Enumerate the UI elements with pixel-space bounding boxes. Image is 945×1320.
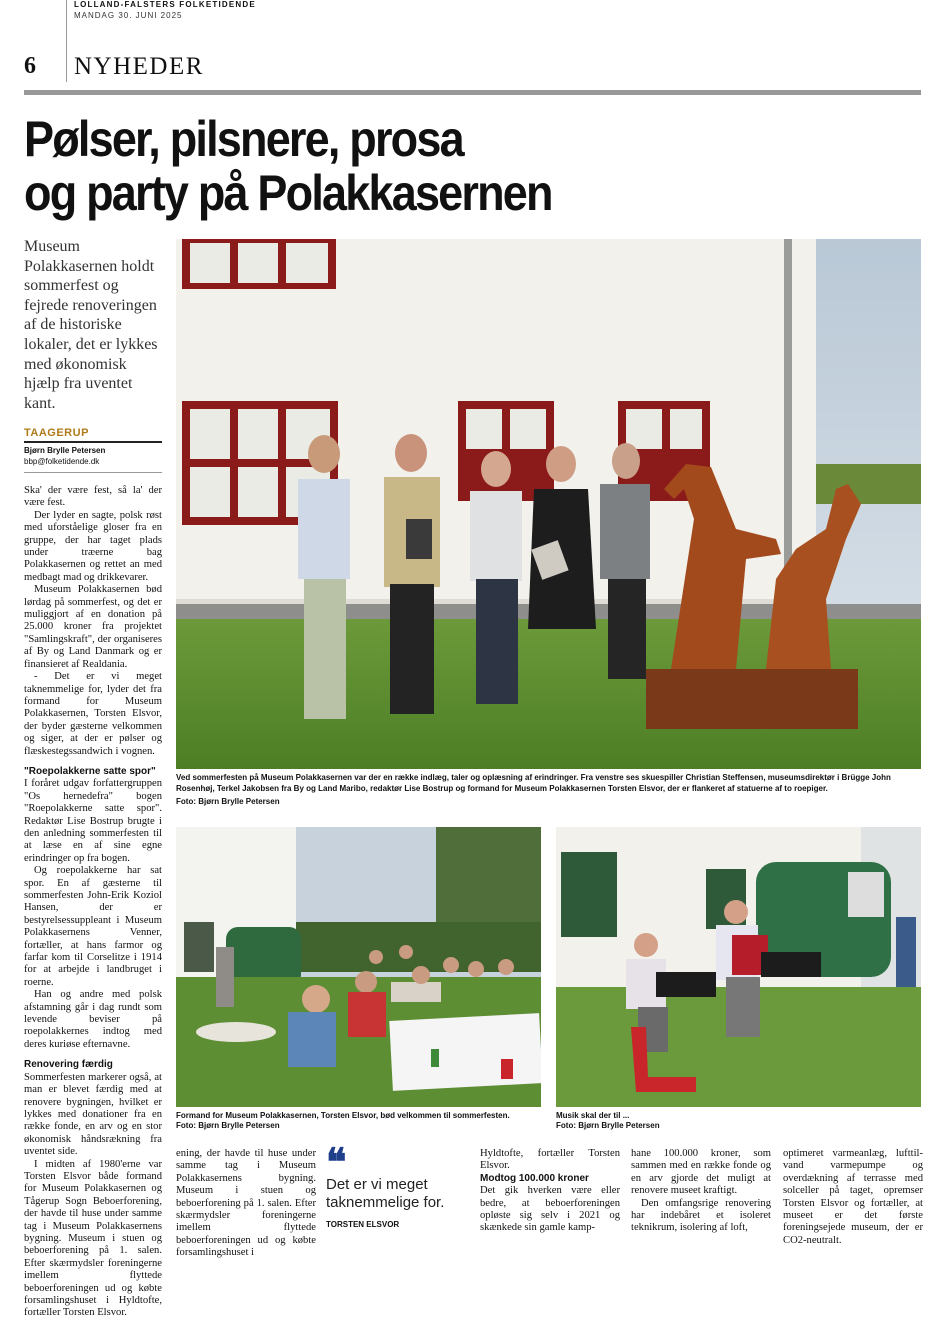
body-paragraph: ening, der havde til huse under samme tag i Museum Polakkasernens bygning. Museum i stuen og beboerforening på 1. salen. Efter skærmydsler foreningerne imellem flyttede beboerforeningen ud og købte forsamlingshuset i xyxy=(176,1148,316,1259)
lead-paragraph: Museum Polakkasernen holdt sommerfest og fejrede renoveringen af de historiske lokaler, det er lykkes med økonomisk hjælp fra uventet kant. xyxy=(24,238,158,412)
subheading: Renovering færdig xyxy=(24,1059,113,1071)
body-paragraph: Og roepolakkerne har sat spor. En af gæsterne til sommerfesten John-Erik Koziol Hansen, der er bestyrelsessuppleant i Museum Polakkasernens Venner, fortæller, at hans farmor og farfar kom til Corselitze i 1914 for at arbejde i landbruget i roerne. xyxy=(24,865,162,988)
body-paragraph: optimeret varmeanlæg, lufttil-vand varmepumpe og overdækning af terrasse med solceller på taget, opremser Torsten Elsvor og fortæller, at museet er det første foreningsejede museum, der er CO2-neutralt. xyxy=(783,1148,923,1246)
body-paragraph: Sommerfesten markerer også, at man er blevet færdig med at renovere bygningen, hvilket er lykkes med donationer fra en række fonde, en arv og en stor økonomisk håndsrækning fra uventet side. xyxy=(24,1071,162,1158)
photo-music-illustration xyxy=(556,827,921,1107)
photo-welcome-illustration xyxy=(176,827,541,1107)
section-title: NYHEDER xyxy=(74,53,204,80)
body-paragraph: Han og andre med polsk afstamning går i dag rundt som levende beviser på roepolakkernes indtog med deres kuriøse efternavne. xyxy=(24,989,162,1050)
photo-music xyxy=(556,827,921,1107)
headline xyxy=(24,112,834,220)
music-photo-credit: Foto: Bjørn Brylle Petersen xyxy=(556,1121,660,1130)
headline-line-1: Pølser, pilsnere, prosa xyxy=(24,111,463,167)
main-photo-credit: Foto: Bjørn Brylle Petersen xyxy=(176,797,280,806)
welcome-photo-credit: Foto: Bjørn Brylle Petersen xyxy=(176,1121,280,1130)
body-paragraph: I foråret udgav forfattergruppen "Os hernedefra" bogen "Roepolakkerne satte spor". Redaktør Lise Bostrup brugte i den anledning sommerfesten til at læse en af sine egne erindringer op fra bogen. xyxy=(24,778,162,864)
masthead: LOLLAND-FALSTERS FOLKETIDENDE xyxy=(74,0,256,9)
main-photo-illustration xyxy=(176,239,921,769)
dateline: MANDAG 30. JUNI 2025 xyxy=(74,11,183,20)
body-column-5 xyxy=(783,1148,923,1247)
main-photo xyxy=(176,239,921,769)
music-photo-caption: Musik skal der til ... xyxy=(556,1111,630,1120)
header-rule xyxy=(24,90,921,95)
body-paragraph: Museum Polakkasernen bød lørdag på sommerfest, og det er muliggjort af en donation på 25.000 kroner fra projektet "Samlingskraft", der organiseres af By og Land Danmark og er finansieret af Realdania. xyxy=(24,584,162,670)
body-paragraph: I midten af 1980'erne var Torsten Elsvor både formand for Museum Polakkasernen og Tågerup Sogn Beboerforening, der havde til huse under samme tag i Museum Polakkasernens bygning. Museum i stuen og beboerforening på 1. salen. Efter skærmydsler foreningerne imellem flyttede beboerforeningen ud og købte forsamlingshuset i Hyldtofte, fortæller Torsten Elsvor. xyxy=(24,1158,162,1319)
photo-welcome xyxy=(176,827,541,1107)
byline-email: bbp@folketidende.dk xyxy=(24,457,100,466)
body-column-3 xyxy=(480,1148,620,1235)
pull-quote xyxy=(326,1142,466,1229)
headline-line-2: og party på Polakkasernen xyxy=(24,165,552,221)
main-photo-caption: Ved sommerfesten på Museum Polakkasernen var der en række indlæg, taler og oplæsning af erindringer. Fra venstre ses skuespiller Christian Steffensen, museumsdirektør i Brügge John Rosenhøj, Terkel Jakobsen fra By og Land Maribo, redaktør Lise Bostrup og formand for Museum Polakkasernen Torsten Elsvor, der er flankeret af statuerne af to roepiger. xyxy=(176,773,891,793)
body-paragraph: hane 100.000 kroner, som sammen med en række fonde og en arv gjorde det muligt at renovere museet kraftigt. xyxy=(631,1148,771,1197)
dateline-place: TAAGERUP xyxy=(24,427,89,439)
subheading: Modtog 100.000 kroner xyxy=(480,1172,589,1184)
body-paragraph: Det gik hverken være eller bedre, at beboerforeningen opløste sig selv i 2021 og skænkede sin gamle kamp- xyxy=(480,1185,620,1234)
body-paragraph: Den omfangsrige renovering har indebåret et isoleret teknikrum, isolering af loft, xyxy=(631,1197,771,1234)
body-column-4 xyxy=(631,1148,771,1235)
body-column-left xyxy=(24,485,162,1320)
quote-icon: ❝ xyxy=(326,1142,347,1184)
byline-rule xyxy=(24,472,162,473)
quote-author: TORSTEN ELSVOR xyxy=(326,1220,400,1229)
welcome-photo-caption: Formand for Museum Polakkasernen, Torsten Elsvor, bød velkommen til sommerfesten. xyxy=(176,1111,510,1120)
body-paragraph: Ska' der være fest, så la' der være fest. xyxy=(24,485,162,509)
quote-text: Det er vi meget taknemmelige for. xyxy=(326,1176,445,1211)
place-rule xyxy=(24,441,162,443)
body-paragraph: - Det er vi meget taknemmelige for, lyder det fra formand for Museum Polakkasernen, Torsten Elsvor, der byder gæsterne velkommen og siger, at der er pølser og flæskestegssandwich i vognen. xyxy=(24,671,162,757)
header-divider xyxy=(66,0,67,82)
body-column-2 xyxy=(176,1148,316,1260)
byline-author: Bjørn Brylle Petersen xyxy=(24,446,106,455)
body-paragraph: Der lyder en sagte, polsk røst med uforståelige gloser fra en gruppe, der har taget plads under træerne bag Polakkasernen og rettet an med medbagt mad og drikkevarer. xyxy=(24,509,162,583)
subheading: "Roepolakkerne satte spor" xyxy=(24,765,156,777)
body-paragraph: Hyldtofte, fortæller Torsten Elsvor. xyxy=(480,1148,620,1172)
page-number: 6 xyxy=(24,53,36,79)
